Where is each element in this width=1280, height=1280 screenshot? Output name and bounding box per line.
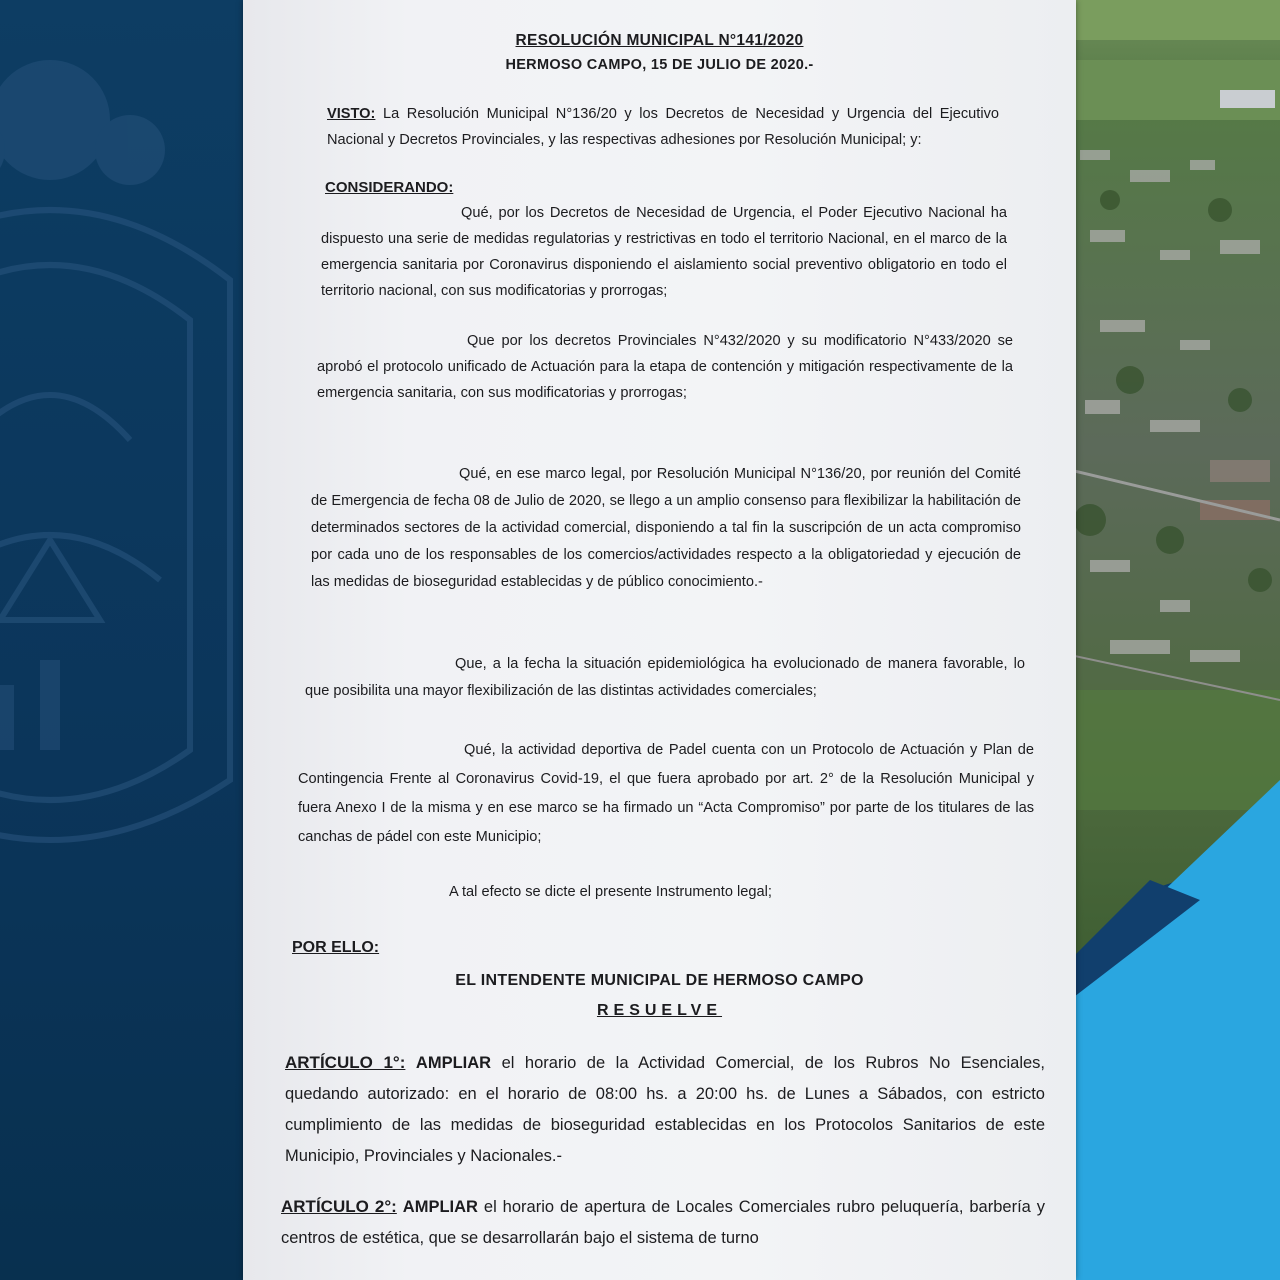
considerando-paragraph-6: A tal efecto se dicte el presente Instrumento legal; [449,884,772,900]
considerando-paragraph-4: Que, a la fecha la situación epidemiológica ha evolucionado de manera favorable, lo que posibilita una mayor flexibilización de las distintas actividades comerciales; [305,656,1025,699]
document-place-date: HERMOSO CAMPO, 15 DE JULIO DE 2020.- [505,57,814,73]
visto-label: VISTO: [327,106,376,122]
right-aerial-photo-panel [1070,0,1280,1280]
articulo-1-verb: AMPLIAR [415,1054,492,1072]
articulo-1-text: el horario de la Actividad Comercial, de los Rubros No Esenciales, quedando autorizado: en el horario de 08:00 hs. a 20:00 hs. de Lunes a Sábados, con estricto cumplimiento de las medidas de bioseguridad establecidas en los Protocolos Sanitarios de este Municipio, Provinciales y Nacionales.- [285,1054,1046,1165]
visto-text: La Resolución Municipal N°136/20 y los Decretos de Necesidad y Urgencia del Ejecutivo Nacional y Decretos Provinciales, y las respectivas adhesiones por Resolución Municipal; y: [327,106,999,148]
considerando-paragraph-1: Qué, por los Decretos de Necesidad de Urgencia, el Poder Ejecutivo Nacional ha dispuesto una serie de medidas regulatorias y restrictivas en todo el territorio Nacional, en el marco de la emergencia sanitaria por Coronavirus disponiendo el aislamiento social preventivo obligatorio en todo el territorio nacional, con sus modificatorias y prorrogas; [321,205,1007,299]
articulo-2-verb: AMPLIAR [402,1198,478,1216]
municipal-emblem-watermark [0,20,250,900]
resuelve-heading: RESUELVE [596,1002,723,1019]
left-background-panel [0,0,250,1280]
articulo-2-text: el horario de apertura de Locales Comerciales rubro peluquería, barbería y centros de estética, que se desarrollarán bajo el sistema de turno [281,1198,1046,1247]
por-ello-label: POR ELLO: [292,939,380,956]
document-title: RESOLUCIÓN MUNICIPAL N°141/2020 [515,32,804,49]
resolution-document [243,0,1076,1280]
considerando-paragraph-2: Que por los decretos Provinciales N°432/2020 y su modificatorio N°433/2020 se aprobó el protocolo unificado de Actuación para la etapa de contención y mitigación respectivamente de la emergencia sanitaria, con sus modificatorias y prorrogas; [317,333,1013,401]
considerando-label: CONSIDERANDO: [325,179,454,196]
articulo-2-label: ARTÍCULO 2°: [281,1197,397,1216]
aerial-town-photo [1070,0,1280,1280]
articulo-1-label: ARTÍCULO 1°: [285,1053,406,1072]
visto-paragraph [327,101,999,153]
considerando-paragraph-5: Qué, la actividad deportiva de Padel cuenta con un Protocolo de Actuación y Plan de Contingencia Frente al Coronavirus Covid-19, el que fuera aprobado por art. 2° de la Resolución Municipal y fuera Anexo I de la misma y en ese marco se ha firmado un “Acta Compromiso” por parte de los titulares de las canchas de pádel con este Municipio; [298,742,1034,845]
articulo-1 [285,1047,1045,1172]
considerando-paragraph-3: Qué, en ese marco legal, por Resolución Municipal N°136/20, por reunión del Comité de Emergencia de fecha 08 de Julio de 2020, se llego a un amplio consenso para flexibilizar la habilitación de determinados sectores de la actividad comercial, disponiendo a tal fin la suscripción de un acta compromiso por cada uno de los responsables de los comercios/actividades respecto a la obligatoriedad y ejecución de las medidas de bioseguridad establecidas y de público conocimiento.- [311,466,1021,590]
articulo-2 [281,1191,1045,1254]
intendente-heading: EL INTENDENTE MUNICIPAL DE HERMOSO CAMPO [455,972,864,989]
